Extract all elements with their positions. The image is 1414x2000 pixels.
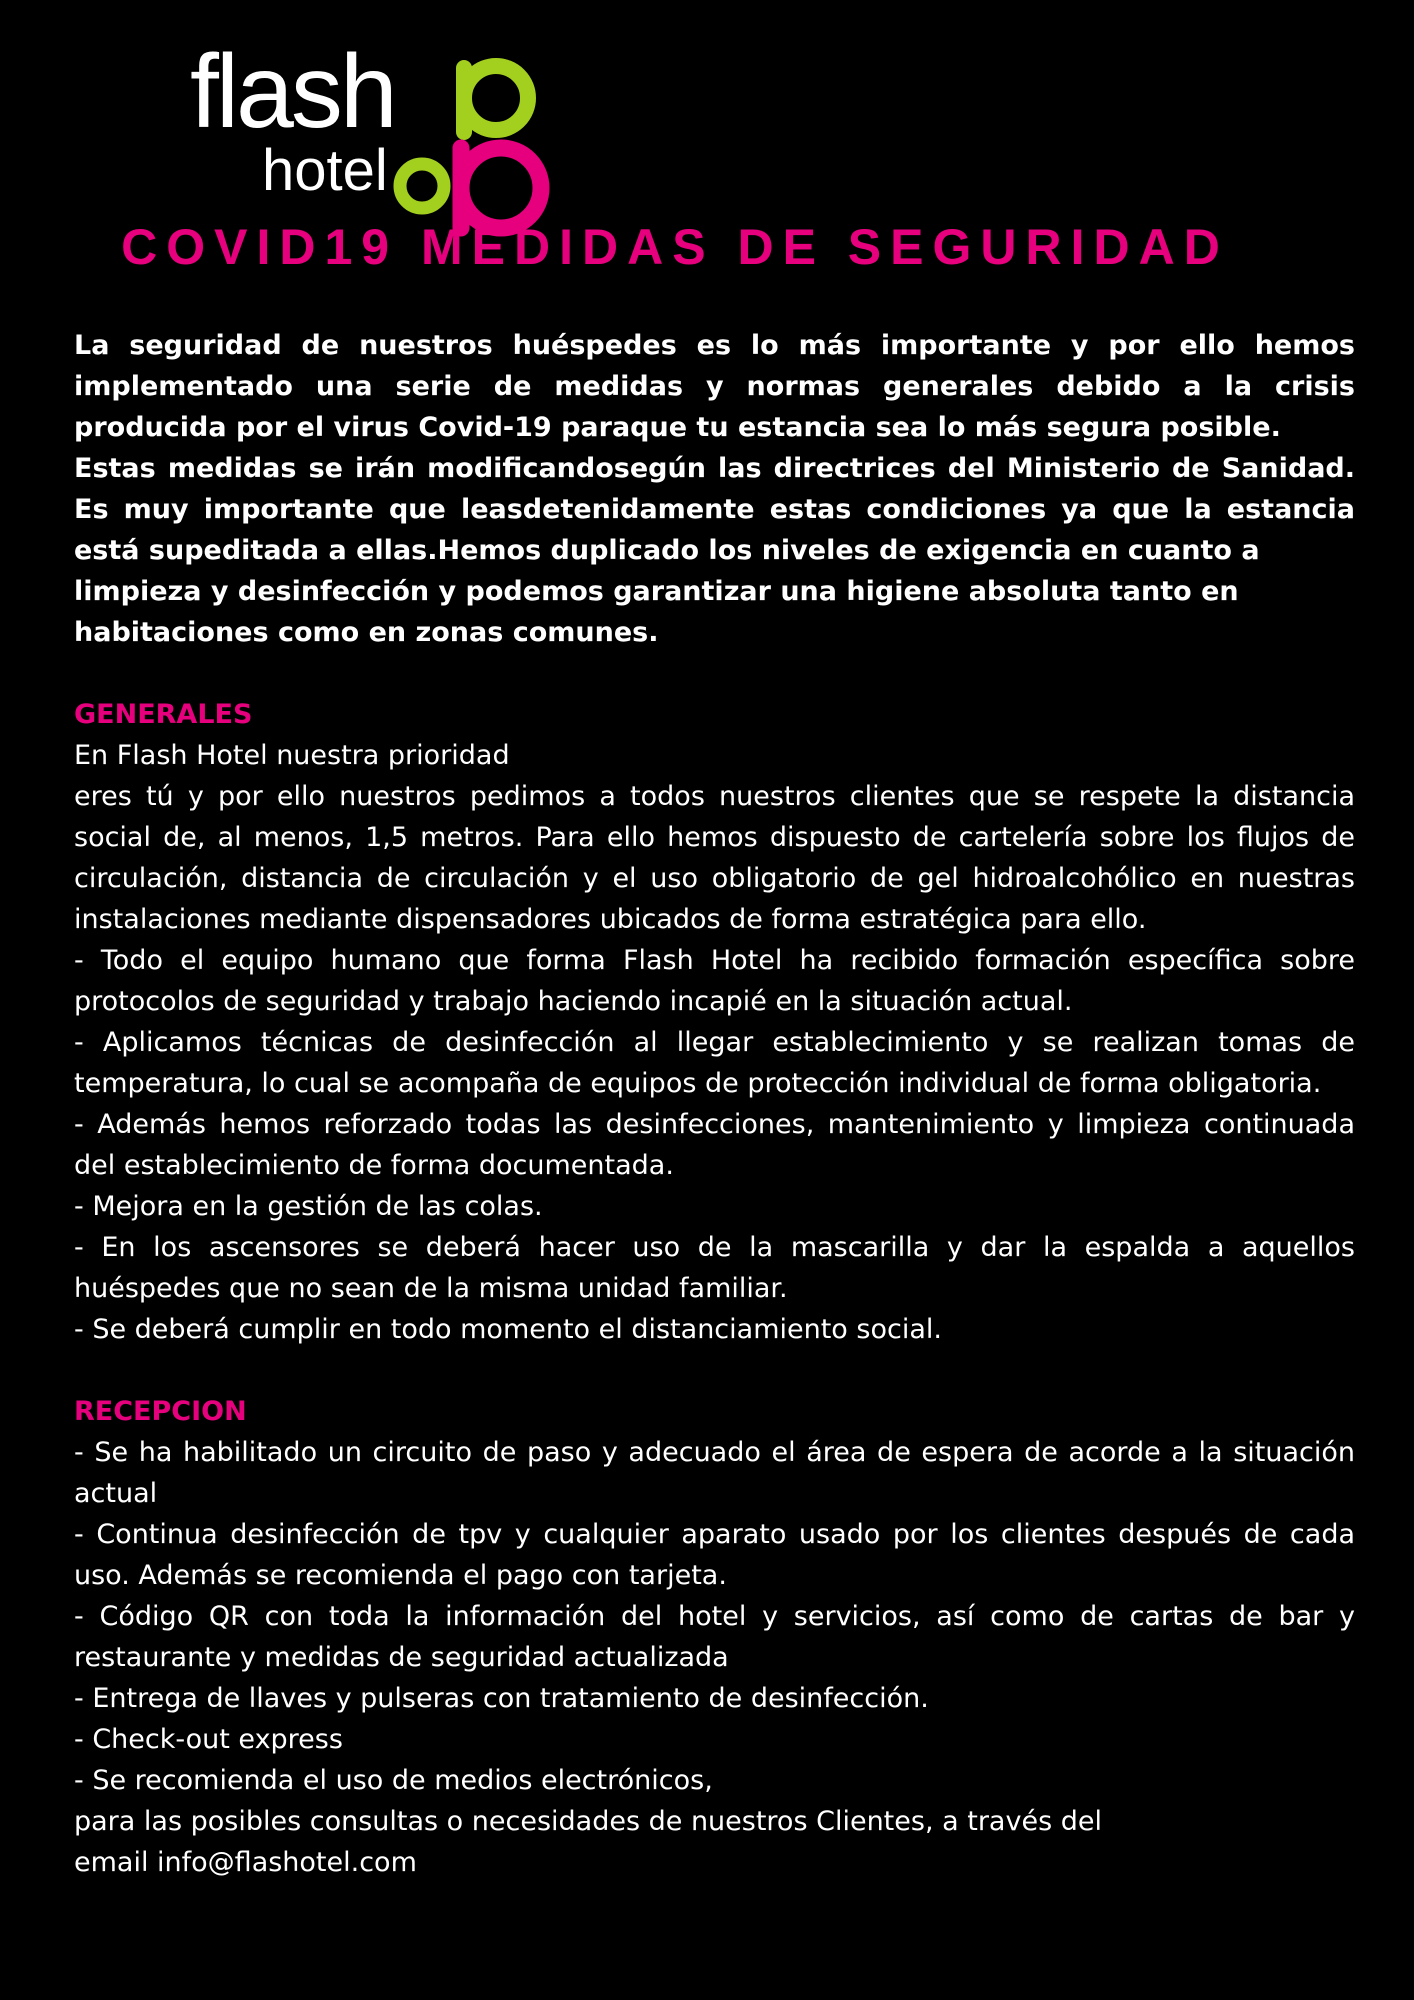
generales-line: - Todo el equipo humano que forma Flash Hotel ha recibido formación específica sobre protocolos de seguridad y trabajo haciendo incapié en la situación actual. [74,945,1355,1017]
logo-small-lime-ring [400,164,444,208]
generales-line: - Además hemos reforzado todas las desinfecciones, mantenimiento y limpieza continuada del establecimiento de forma documentada. [74,1109,1355,1181]
recepcion-line: - Entrega de llaves y pulseras con tratamiento de desinfección. [74,1683,929,1714]
logo-lime-ring [464,66,528,130]
generales-line: - Aplicamos técnicas de desinfección al llegar establecimiento y se realizan tomas de temperatura, lo cual se acompaña de equipos de protección individual de forma obligatoria. [74,1027,1355,1099]
generales-line: En Flash Hotel nuestra prioridad [74,740,510,771]
document-body [74,325,1355,1883]
recepcion-line: para las posibles consultas o necesidades de nuestros Clientes, a través del [74,1806,1102,1837]
flash-hotel-logo [190,34,560,210]
logo-word-hotel: hotel [262,138,388,203]
intro-paragraph-1: La seguridad de nuestros huéspedes es lo más importante y por ello hemos implementado una serie de medidas y normas generales debido a la crisis producida por el virus Covid-19 paraque tu estancia sea lo más segura posible. [74,330,1355,443]
generales-line: eres tú y por ello nuestros pedimos a todos nuestros clientes que se respete la distancia social de, al menos, 1,5 metros. Para ello hemos dispuesto de cartelería sobre los flujos de circulación, distancia de circulación y el uso obligatorio de gel hidroalcohólico en nuestras instalaciones mediante dispensadores ubicados de forma estratégica para ello. [74,781,1355,935]
recepcion-email: email info@flashotel.com [74,1847,417,1878]
recepcion-line: - Se recomienda el uso de medios electrónicos, [74,1765,713,1796]
intro-section [74,325,1355,653]
recepcion-line: - Check-out express [74,1724,343,1755]
intro-paragraph-2: Estas medidas se irán modificandosegún las directrices del Ministerio de Sanidad. Es muy importante que leasdetenidamente estas condiciones ya que la estancia está supeditada a ellas.Hemos duplicado los niveles de exigencia en cuanto a [74,453,1355,566]
recepcion-line: - Código QR con toda la información del hotel y servicios, así como de cartas de bar y restaurante y medidas de seguridad actualizada [74,1601,1355,1673]
intro-paragraph-3: limpieza y desinfección y podemos garantizar una higiene absoluta tanto en habitaciones como en zonas comunes. [74,576,1239,648]
page-title: COVID19 MEDIDAS DE SEGURIDAD [121,219,1229,275]
recepcion-section [74,1391,1355,1883]
generales-section [74,694,1355,1350]
logo-magenta-ring [461,148,541,228]
generales-line: - En los ascensores se deberá hacer uso de la mascarilla y dar la espalda a aquellos huéspedes que no sean de la misma unidad familiar. [74,1232,1355,1304]
recepcion-line: - Continua desinfección de tpv y cualquier aparato usado por los clientes después de cada uso. Además se recomienda el pago con tarjeta. [74,1519,1355,1591]
generales-heading: GENERALES [74,699,253,730]
recepcion-heading: RECEPCION [74,1396,247,1427]
recepcion-line: - Se ha habilitado un circuito de paso y adecuado el área de espera de acorde a la situación actual [74,1437,1355,1509]
logo-word-flash: flash [190,34,395,150]
generales-line: - Se deberá cumplir en todo momento el distanciamiento social. [74,1314,942,1345]
generales-line: - Mejora en la gestión de las colas. [74,1191,543,1222]
